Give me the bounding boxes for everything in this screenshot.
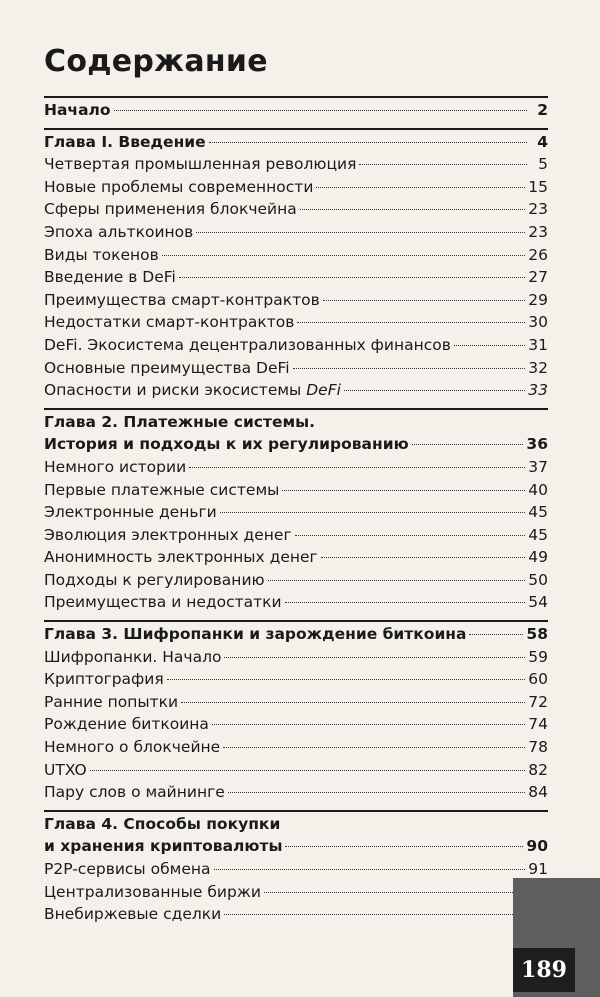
toc-entry-title-text: Шифропанки. Начало (44, 647, 222, 666)
section-rule (44, 810, 548, 812)
toc-chapter-row[interactable] (44, 411, 548, 434)
toc-chapter-row[interactable] (44, 835, 548, 858)
toc-entry-title (44, 569, 265, 592)
toc-page-number: 45 (528, 503, 548, 522)
toc-entry-row[interactable] (44, 311, 548, 334)
toc-entry-title (44, 691, 178, 714)
dot-leader (223, 746, 525, 748)
toc-entry-title (44, 546, 318, 569)
toc-entry-title-text: UTXO (44, 760, 87, 779)
toc-page-number: 31 (528, 335, 548, 354)
toc-entry-title-text: DeFi. Экосистема децентрализованных финансов (44, 335, 451, 354)
toc-entry-title (44, 835, 282, 858)
toc-entry-title (44, 411, 315, 434)
toc-entry-title-text: Глава 3. Шифропанки и зарождение биткоина (44, 625, 467, 644)
toc-page-number: 5 (538, 155, 548, 174)
toc-entry-title-text: Ранние попытки (44, 692, 179, 711)
toc-section (44, 813, 548, 926)
toc-entry-title-text: Новые проблемы современности (44, 177, 314, 196)
toc-entry-row[interactable] (44, 334, 548, 357)
toc-page-number: 74 (528, 715, 548, 734)
toc-entry-row[interactable] (44, 858, 548, 881)
toc-entry-title-text: Немного о блокчейне (44, 738, 221, 757)
toc-entry-title (44, 176, 313, 199)
toc-entry-row[interactable] (44, 546, 548, 569)
toc-entry-title (44, 131, 206, 154)
dot-leader (181, 701, 525, 703)
dot-leader (316, 186, 525, 188)
toc-chapter-row[interactable] (44, 433, 548, 456)
toc-entry-title-italic: DeFi (306, 381, 341, 400)
dot-leader (454, 344, 525, 346)
dot-leader (220, 511, 526, 513)
toc-entry-title-text: Недостатки смарт-контрактов (44, 313, 295, 332)
toc-entry-row[interactable] (44, 379, 548, 402)
toc-entry-title-text: Глава I. Введение (44, 132, 206, 151)
toc-entry-title (44, 881, 261, 904)
toc-page-number: 4 (537, 132, 548, 151)
dot-leader (209, 141, 527, 143)
toc-chapter-row[interactable] (44, 623, 548, 646)
toc-entry-row[interactable] (44, 524, 548, 547)
toc-entry-title (44, 99, 111, 122)
dot-leader (321, 556, 526, 558)
toc-entry-title-text: Подходы к регулированию (44, 570, 265, 589)
toc-entry-title (44, 813, 280, 836)
toc-entry-title (44, 646, 221, 669)
toc-entry-row[interactable] (44, 713, 548, 736)
toc-entry-title-text: Глава 2. Платежные системы. (44, 412, 316, 431)
toc-entry-title-text: Эпоха альткоинов (44, 222, 194, 241)
toc-entry-title-text: Четвертая промышленная революция (44, 155, 357, 174)
toc-entry-title (44, 334, 451, 357)
toc-entry-title-text: Основные преимущества DeFi (44, 358, 290, 377)
toc-page-number: 90 (526, 837, 548, 856)
toc-section (44, 99, 548, 122)
toc-entry-row[interactable] (44, 244, 548, 267)
dot-leader (189, 466, 525, 468)
section-rule (44, 620, 548, 622)
dot-leader (90, 769, 526, 771)
toc-entry-row[interactable] (44, 569, 548, 592)
toc-entry-title-text: Электронные деньги (44, 503, 217, 522)
toc-entry-title-text: Сферы применения блокчейна (44, 200, 297, 219)
toc-entry-title (44, 736, 220, 759)
dot-leader (469, 633, 523, 635)
toc-entry-title (44, 623, 466, 646)
toc-entry-row[interactable] (44, 357, 548, 380)
toc-entry-title (44, 357, 290, 380)
dot-leader (214, 868, 526, 870)
toc-entry-row[interactable] (44, 479, 548, 502)
toc-entry-row[interactable] (44, 781, 548, 804)
toc-entry-title (44, 221, 193, 244)
toc-entry-title-text: Эволюция электронных денег (44, 525, 292, 544)
toc-entry-title-text: Введение в DeFi (44, 268, 176, 287)
dot-leader (268, 579, 526, 581)
toc-page-number: 32 (528, 358, 548, 377)
toc-entry-title-text: и хранения криптовалюты (44, 837, 283, 856)
toc-entry-row[interactable] (44, 221, 548, 244)
toc-entry-row[interactable] (44, 736, 548, 759)
toc-page-number: 58 (526, 625, 548, 644)
toc-page-number: 50 (528, 570, 548, 589)
toc-page-number: 23 (528, 200, 548, 219)
toc-entry-title (44, 713, 209, 736)
toc-page-number: 40 (528, 480, 548, 499)
dot-leader (295, 534, 526, 536)
toc-page-number: 26 (528, 245, 548, 264)
toc-entry-row[interactable] (44, 668, 548, 691)
toc-entry-title-text: P2P-сервисы обмена (44, 860, 211, 878)
toc-page-number: 49 (528, 548, 548, 567)
toc-entry-title (44, 244, 159, 267)
toc-chapter-row[interactable] (44, 99, 548, 122)
dot-leader (300, 208, 526, 210)
toc-entry-title (44, 781, 225, 804)
section-rule (44, 408, 548, 410)
toc-page-number: 29 (528, 290, 548, 309)
dot-leader (323, 299, 526, 301)
dot-leader (228, 791, 526, 793)
toc-entry-title-text: Внебиржевые сделки (44, 905, 222, 924)
toc-page-number: 59 (528, 647, 548, 666)
toc-page-number: 84 (528, 783, 548, 802)
toc-entry-title-text: История и подходы к их регулированию (44, 435, 409, 454)
toc-page-number: 82 (528, 760, 548, 779)
dot-leader (224, 656, 525, 658)
table-of-contents (44, 96, 548, 926)
dot-leader (212, 723, 525, 725)
toc-entry-row[interactable] (44, 691, 548, 714)
toc-entry-title-text: Рождение биткоина (44, 715, 209, 734)
toc-page-number: 54 (528, 593, 548, 612)
toc-page-number: 30 (528, 313, 548, 332)
dot-leader (224, 913, 525, 915)
toc-page-number: 2 (537, 101, 548, 119)
toc-entry-title-text: Преимущества и недостатки (44, 593, 282, 612)
toc-entry-title (44, 524, 292, 547)
dot-leader (264, 891, 525, 893)
toc-entry-title-text: Первые платежные системы (44, 480, 280, 499)
toc-entry-row[interactable] (44, 153, 548, 176)
page-number: 189 (513, 948, 575, 992)
toc-entry-title (44, 479, 279, 502)
dot-leader (293, 367, 526, 369)
toc-entry-title (44, 266, 176, 289)
toc-entry-title (44, 501, 217, 524)
toc-entry-row[interactable] (44, 198, 548, 221)
toc-entry-row[interactable] (44, 759, 548, 782)
dot-leader (167, 678, 526, 680)
dot-leader (162, 254, 526, 256)
toc-entry-title-text: Начало (44, 101, 111, 119)
toc-page-number: 91 (528, 860, 548, 878)
toc-entry-row[interactable] (44, 266, 548, 289)
dot-leader (196, 231, 525, 233)
toc-entry-title-text: Криптография (44, 670, 164, 689)
toc-entry-row[interactable] (44, 646, 548, 669)
dot-leader (285, 845, 523, 847)
toc-entry-title (44, 311, 294, 334)
toc-page-number: 27 (528, 268, 548, 287)
toc-section (44, 411, 548, 614)
toc-entry-title (44, 198, 297, 221)
toc-entry-row[interactable] (44, 501, 548, 524)
toc-entry-title (44, 456, 186, 479)
toc-entry-row[interactable] (44, 289, 548, 312)
section-rule (44, 128, 548, 130)
toc-entry-title (44, 858, 211, 881)
toc-entry-title-text: Преимущества смарт-контрактов (44, 290, 320, 309)
toc-page-number: 15 (528, 177, 548, 196)
toc-entry-title-text: Централизованные биржи (44, 882, 261, 901)
toc-page-number: 60 (528, 670, 548, 689)
toc-section (44, 131, 548, 402)
toc-entry-title-text: Немного истории (44, 457, 187, 476)
toc-entry-title (44, 668, 164, 691)
toc-page-number: 23 (528, 222, 548, 241)
section-rule (44, 96, 548, 98)
toc-entry-row[interactable] (44, 591, 548, 614)
toc-entry-title-text: Глава 4. Способы покупки (44, 814, 281, 833)
dot-leader (412, 443, 524, 445)
toc-entry-row[interactable] (44, 176, 548, 199)
dot-leader (359, 163, 527, 165)
toc-entry-title (44, 153, 356, 176)
toc-page-number: 37 (528, 457, 548, 476)
dot-leader (285, 601, 526, 603)
toc-entry-title-text: Опасности и риски экосистемы (44, 381, 302, 400)
toc-entry-title-text: Анонимность электронных денег (44, 548, 318, 567)
toc-entry-row[interactable] (44, 903, 548, 926)
toc-entry-title (44, 903, 221, 926)
toc-entry-title (44, 759, 87, 782)
toc-entry-title (44, 379, 341, 402)
dot-leader (282, 489, 525, 491)
toc-entry-title (44, 433, 409, 456)
toc-section (44, 623, 548, 804)
page-title: Содержание (44, 44, 268, 79)
toc-page-number: 78 (528, 738, 548, 757)
toc-page-number: 36 (526, 435, 548, 454)
dot-leader (344, 389, 525, 391)
toc-entry-title-text: Пару слов о майнинге (44, 783, 225, 802)
toc-entry-row[interactable] (44, 881, 548, 904)
dot-leader (297, 321, 525, 323)
toc-entry-title-text: Виды токенов (44, 245, 159, 264)
toc-entry-title (44, 591, 282, 614)
toc-page-number: 45 (528, 525, 548, 544)
toc-page-number: 33 (528, 381, 548, 400)
toc-chapter-row[interactable] (44, 131, 548, 154)
dot-leader (114, 109, 527, 111)
dot-leader (179, 276, 525, 278)
toc-entry-title (44, 289, 320, 312)
toc-entry-row[interactable] (44, 456, 548, 479)
toc-chapter-row[interactable] (44, 813, 548, 836)
toc-page-number: 72 (528, 692, 548, 711)
